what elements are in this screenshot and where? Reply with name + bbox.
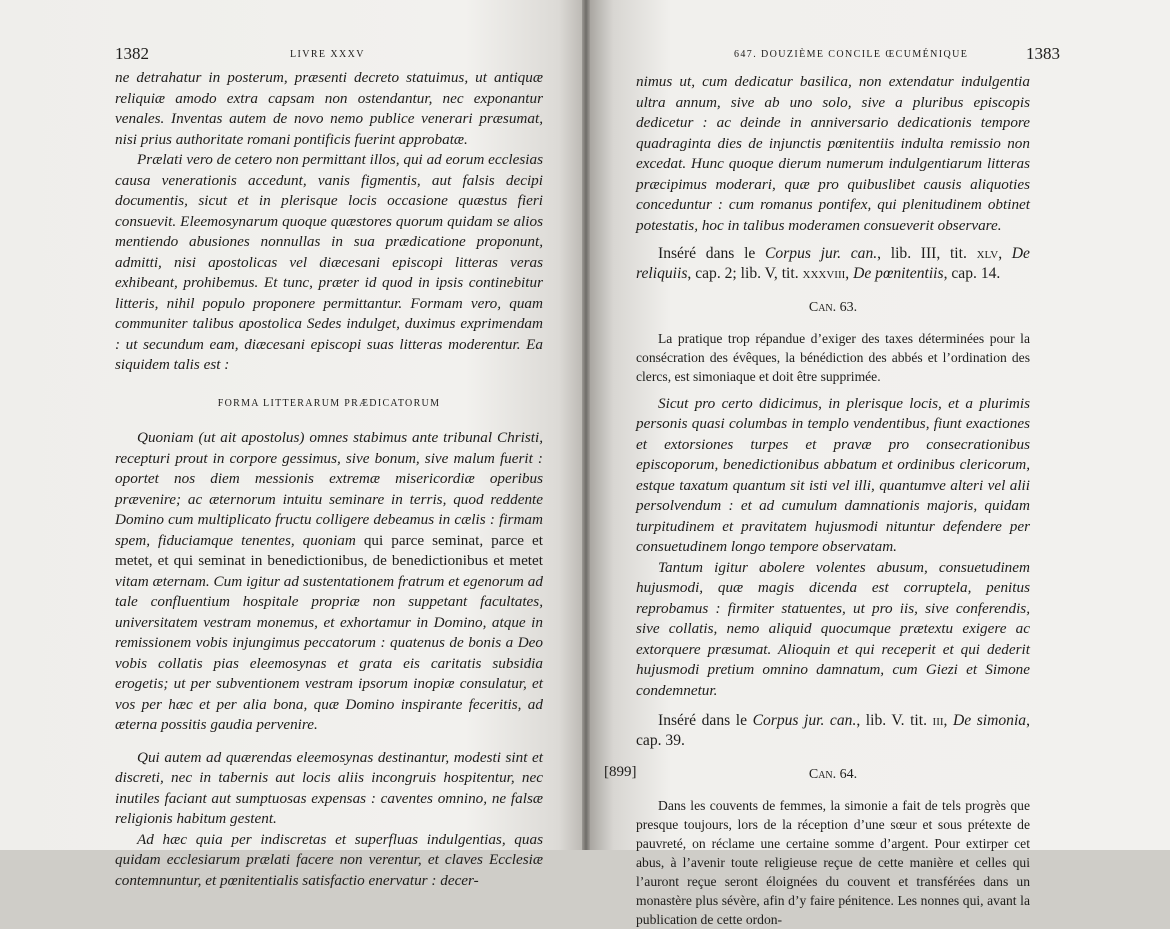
paragraph: Quoniam (ut ait apostolus) omnes stabimus ante tribunal Christi, recepturi prout in corpore gessimus, sive bonum, sive malum fuerit : oportet nos diem messionis extremæ misericordiæ operibus prævenire; ac æternorum intuitu seminare in terris, quod reddente Domino cum multiplicato fructu colligere debeamus in cælis : firmam spem, fiduciamque tenentes, quoniam qui parce seminat, parce et metet, et qui seminat in benedictionibus, de benedictionibus et metet vitam æternam. Cum igitur ad sustentationem fratrum et egenorum ad tale confluentium hospitale propriæ non suppetant facultates, universitatem vestram monemus, et exhortamur in Domino, atque in remissionem vobis injungimus peccatorum : quatenus de bonis a Deo vobis collatis pias eleemosynas et grata eis caritatis subsidia erogetis; ut per subventionem vestram ipsorum inopiæ consulatur, et vos per hæc et per alia bona, quæ Domino inspirante feceritis, ad æterna possitis gaudia pervenire. [115,429,543,733]
section-title: FORMA LITTERARUM PRÆDICATORUM [217,397,441,409]
reference-note: Inséré dans le Corpus jur. can., lib. V. tit. iii, De simonia, cap. 39. [636,712,1030,749]
right-page-body [636,72,1030,929]
paragraph: Ad hæc quia per indiscretas et superfluas indulgentias, quas quidam ecclesiarum prælati facere non verentur, et claves Ecclesiæ contemnuntur, et pœnitentialis satisfactio enervatur : decer- [115,830,543,889]
canon-summary: La pratique trop répandue d’exiger des taxes déterminées pour la consécration des évêques, la bénédiction des abbés et l’ordination des clercs, est simoniaque et doit être supprimée. [636,330,1030,384]
page-number-right: 1383 [1026,44,1060,63]
paragraph: Sicut pro certo didicimus, in plerisque locis, et a plurimis personis quasi columbas in templo vendentibus, fiunt exactiones et extorsiones turpes et pravæ pro consecrationibus episcoporum, benedictionibus abbatum et ordinibus clericorum, estque taxatum quantum sit isti vel illi, quantumve alteri vel alii persolvendum : et ad cumulum damnationis majoris, quidam turpitudinem et pravitatem hujusmodi nituntur defendere per consuetudinem longo tempore observatam. [636,394,1030,555]
book-gutter [582,0,590,850]
running-head-right: 647. DOUZIÈME CONCILE ŒCUMÉNIQUE [734,49,969,60]
canon-heading: Can. 63. [808,300,858,315]
left-page [0,0,582,889]
margin-page-ref: [899] [604,764,637,780]
paragraph: ne detrahatur in posterum, præsenti decreto statuimus, ut antiquæ reliquiæ amodo extra capsam non ostendantur, nec exponantur venales. Inventas autem de novo nemo publice venerari præsumat, nisi prius authoritate romani pontificis fuerint approbatæ. [115,69,543,148]
canon-summary: Dans les couvents de femmes, la simonie a fait de tels progrès que presque toujours, lors de la réception d’une sœur et sous prétexte de pauvreté, on réclame une certaine somme d’argent. Pour extirper cet abus, à l’avenir toute religieuse reçue de cette manière et celles qui l’auront reçue seront éloignées du couvent et transférées dans un monastère plus sévère, afin d’y faire pénitence. Les nonnes qui, avant la publication de cette ordon- [636,797,1030,927]
running-head-left: LIVRE XXXV [290,49,365,60]
paragraph: Prælati vero de cetero non permittant illos, qui ad eorum ecclesias causa venerationis accedunt, vanis figmentis, aut falsis decipi documentis, sicut et in plerisque locis occasione quæstus fieri consuevit. Eleemosynarum quoque quæstores quorum quidam se alios mentiendo abusiones nonnullas in sua prædicatione proponunt, admitti, nisi apostolicas vel diæcesani episcopi litteras veras exhibeant, prohibemus. Et tunc, præter id quod in ipsis continebitur litteris, nihil populo proponere permittantur. Formam vero, quam communiter talibus apostolica Sedes indulget, duximus exprimendam : ut secundum eam, diæcesani episcopi suas litteras moderentur. Ea siquidem talis est : [115,151,543,373]
paragraph: Tantum igitur abolere volentes abusum, consuetudinem hujusmodi, quæ magis dicenda est corruptela, penitus reprobamus : firmiter statuentes, ut pro iis, sive conferendis, sive collatis, nemo aliquid quocumque prætextu exigere ac extorquere præsumat. Alioquin et qui receperit et qui dederit hujusmodi pretium omnino damnatum, cum Giezi et Simone condemnetur. [636,558,1030,699]
left-page-body [115,68,543,891]
reference-note: Inséré dans le Corpus jur. can., lib. III, tit. xlv, De reliquiis, cap. 2; lib. V, tit. xxxviii, De pœnitentiis, cap. 14. [636,245,1030,282]
paragraph: Qui autem ad quærendas eleemosynas destinantur, modesti sint et discreti, nec in tabernis aut locis aliis incongruis hospitentur, nec inutiles faciant aut sumptuosas expensas : caventes omnino, ne falsæ religionis habitum gestent. [115,748,543,827]
page-number-left: 1382 [115,44,149,63]
paragraph: nimus ut, cum dedicatur basilica, non extendatur indulgentia ultra annum, sive ab uno solo, sive a pluribus episcopis dedicetur : ac deinde in anniversario dedicationis tempore quadraginta dies de injunctis pœnitentiis indulta remissio non excedat. Hunc quoque dierum numerum indulgentiarum litteras præcipimus moderari, quæ pro quibuslibet causis aliquoties conceduntur : cum romanus pontifex, qui plenitudinem obtinet potestatis, hoc in talibus moderamen consueverit observare. [636,73,1030,234]
canon-heading: Can. 64. [808,767,858,782]
